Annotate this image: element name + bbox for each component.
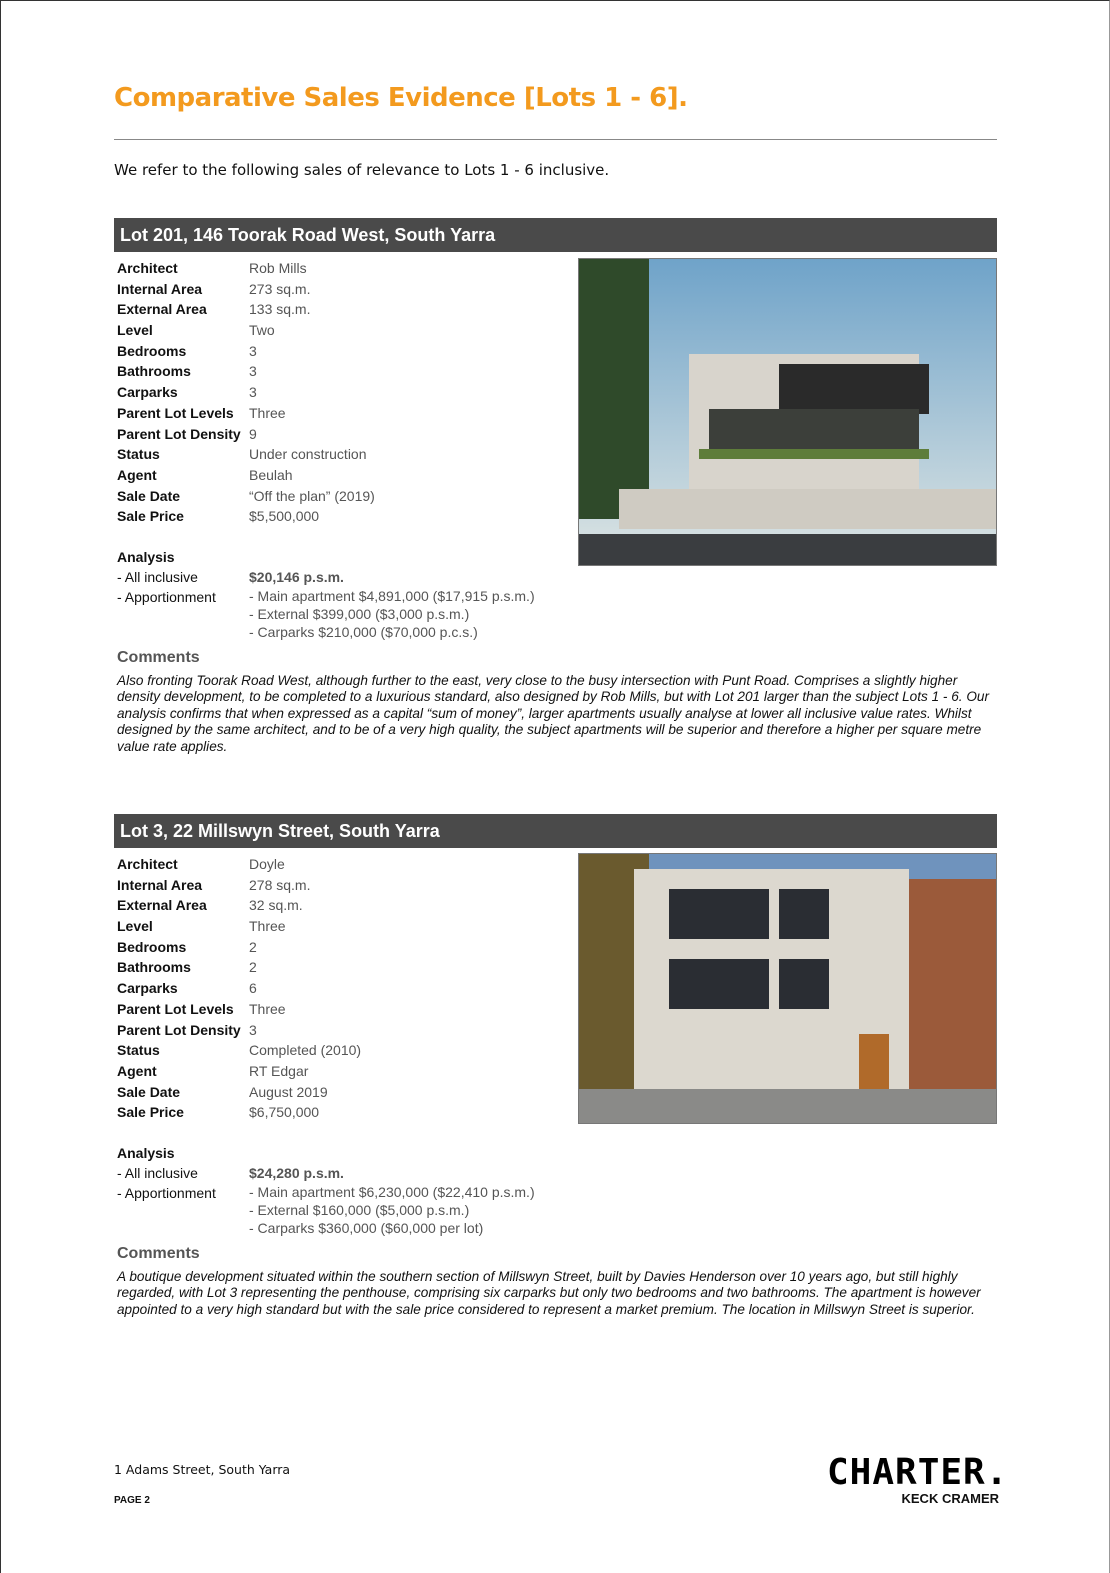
field-value: Doyle xyxy=(249,856,285,872)
sale-block-2 xyxy=(114,814,997,1317)
field-label: Level xyxy=(117,322,153,339)
field-row xyxy=(117,341,375,362)
logo-sub: KECK CRAMER xyxy=(901,1491,999,1506)
field-label: Agent xyxy=(117,1062,157,1079)
field-row xyxy=(117,1102,361,1123)
apportionment-item: - Main apartment $4,891,000 ($17,915 p.s.m.) xyxy=(249,588,535,604)
apportionment-item: - Carparks $360,000 ($60,000 per lot) xyxy=(249,1220,484,1236)
sale-block-1 xyxy=(114,218,997,754)
logo-main: CHARTER. xyxy=(827,1452,1009,1493)
property-photo xyxy=(578,853,997,1124)
field-row xyxy=(117,320,375,341)
apportionment-label: - Apportionment xyxy=(117,1185,216,1201)
field-row xyxy=(117,403,375,424)
field-row xyxy=(117,978,361,999)
intro-text: We refer to the following sales of relevance to Lots 1 - 6 inclusive. xyxy=(114,161,610,179)
field-row xyxy=(117,875,361,896)
divider xyxy=(114,139,997,140)
comments-text: Also fronting Toorak Road West, although further to the east, very close to the busy intersection with Punt Road. Comprises a slightly higher density development, to be completed to a luxurious standard, also designed by Rob Mills, but with Lot 201 larger than the subject Lots 1 - 6. Our analysis confirms that when expressed as a capital “sum of money”, larger apartments usually analyse at lower all inclusive value rates. Whilst designed by the same architect, and to be of a very high quality, the subject apartments will be superior and therefore a higher per square metre value rate applies. xyxy=(117,673,990,754)
field-label: Parent Lot Levels xyxy=(117,404,234,421)
field-value: Completed (2010) xyxy=(249,1042,362,1059)
sale-heading: Lot 201, 146 Toorak Road West, South Yarra xyxy=(114,218,997,252)
analysis-label: Analysis xyxy=(117,1145,175,1161)
field-row xyxy=(117,361,375,382)
field-row xyxy=(117,999,361,1020)
field-label: Internal Area xyxy=(117,876,203,893)
field-row xyxy=(117,258,375,279)
field-label: Parent Lot Density xyxy=(117,1021,241,1038)
field-label: Bathrooms xyxy=(117,363,191,380)
apportionment-item: - Main apartment $6,230,000 ($22,410 p.s.m.) xyxy=(249,1184,535,1200)
sale-heading: Lot 3, 22 Millswyn Street, South Yarra xyxy=(114,814,997,848)
field-row xyxy=(117,1020,361,1041)
field-label: Status xyxy=(117,446,160,463)
comments-heading: Comments xyxy=(117,1245,200,1262)
field-value: $5,500,000 xyxy=(249,508,320,525)
property-photo xyxy=(578,258,997,566)
field-row xyxy=(117,424,375,445)
field-value: 32 sq.m. xyxy=(249,897,303,914)
field-value: 3 xyxy=(249,1021,257,1038)
field-value: Beulah xyxy=(249,466,293,483)
field-label: External Area xyxy=(117,897,207,914)
analysis-section xyxy=(117,1143,535,1236)
field-value: RT Edgar xyxy=(249,1062,309,1079)
field-value: Three xyxy=(249,404,286,421)
field-value: August 2019 xyxy=(249,1083,328,1100)
field-value: 278 sq.m. xyxy=(249,876,311,893)
page-number: PAGE 2 xyxy=(114,1495,150,1506)
field-value: 9 xyxy=(249,425,257,442)
field-label: Bedrooms xyxy=(117,342,187,359)
field-row xyxy=(117,444,375,465)
field-row xyxy=(117,1040,361,1061)
field-value: 273 sq.m. xyxy=(249,280,311,297)
field-row xyxy=(117,279,375,300)
field-value: 3 xyxy=(249,363,257,380)
field-value: Under construction xyxy=(249,446,367,463)
field-value: Rob Mills xyxy=(249,260,307,276)
field-row xyxy=(117,916,361,937)
field-row xyxy=(117,895,361,916)
field-label: Sale Price xyxy=(117,1104,184,1121)
field-value: $6,750,000 xyxy=(249,1104,320,1121)
field-value: 3 xyxy=(249,384,257,401)
field-label: Sale Date xyxy=(117,1083,181,1100)
all-inclusive-label: - All inclusive xyxy=(117,1165,198,1181)
analysis-section xyxy=(117,547,535,640)
apportionment-item: - External $160,000 ($5,000 p.s.m.) xyxy=(249,1202,470,1218)
apportionment-item: - Carparks $210,000 ($70,000 p.c.s.) xyxy=(249,624,478,640)
field-label: Sale Price xyxy=(117,508,184,525)
sale-fields xyxy=(117,854,361,1123)
field-label: Parent Lot Density xyxy=(117,425,241,442)
field-label: External Area xyxy=(117,301,207,318)
field-row xyxy=(117,854,361,875)
field-label: Bedrooms xyxy=(117,938,187,955)
apportionment-item: - External $399,000 ($3,000 p.s.m.) xyxy=(249,606,470,622)
field-row xyxy=(117,506,375,527)
field-value: Three xyxy=(249,918,286,935)
all-inclusive-label: - All inclusive xyxy=(117,569,198,585)
field-label: Architect xyxy=(117,260,178,276)
all-inclusive-value: $24,280 p.s.m. xyxy=(249,1165,344,1181)
field-label: Internal Area xyxy=(117,280,203,297)
field-value: 2 xyxy=(249,959,257,976)
field-label: Carparks xyxy=(117,980,178,997)
field-row xyxy=(117,1082,361,1103)
field-label: Level xyxy=(117,918,153,935)
field-value: Two xyxy=(249,322,275,339)
field-row xyxy=(117,382,375,403)
all-inclusive-value: $20,146 p.s.m. xyxy=(249,569,344,585)
field-label: Architect xyxy=(117,856,178,872)
field-label: Agent xyxy=(117,466,157,483)
field-label: Bathrooms xyxy=(117,959,191,976)
field-row xyxy=(117,299,375,320)
field-row xyxy=(117,937,361,958)
field-value: 133 sq.m. xyxy=(249,301,311,318)
field-value: 2 xyxy=(249,938,257,955)
sale-fields xyxy=(117,258,375,527)
field-row xyxy=(117,1061,361,1082)
field-value: “Off the plan” (2019) xyxy=(249,487,375,504)
field-row xyxy=(117,465,375,486)
analysis-label: Analysis xyxy=(117,549,175,565)
comments-heading: Comments xyxy=(117,649,200,666)
field-label: Parent Lot Levels xyxy=(117,1000,234,1017)
footer-address: 1 Adams Street, South Yarra xyxy=(114,1462,291,1477)
apportionment-label: - Apportionment xyxy=(117,589,216,605)
field-label: Sale Date xyxy=(117,487,181,504)
field-row xyxy=(117,486,375,507)
field-row xyxy=(117,957,361,978)
field-label: Status xyxy=(117,1042,160,1059)
field-value: Three xyxy=(249,1000,286,1017)
page-title: Comparative Sales Evidence [Lots 1 - 6]. xyxy=(114,83,688,113)
charter-keck-cramer-logo xyxy=(827,1452,1009,1506)
field-label: Carparks xyxy=(117,384,178,401)
field-value: 6 xyxy=(249,980,257,997)
field-value: 3 xyxy=(249,342,257,359)
comments-text: A boutique development situated within the southern section of Millswyn Street, built by Davies Henderson over 10 years ago, but still highly regarded, with Lot 3 representing the penthouse, comprising six carparks but only two bedrooms and two bathrooms. The apartment is however appointed to a very high standard but with the sale price considered to represent a market premium. The location in Millswyn Street is superior. xyxy=(117,1269,981,1317)
